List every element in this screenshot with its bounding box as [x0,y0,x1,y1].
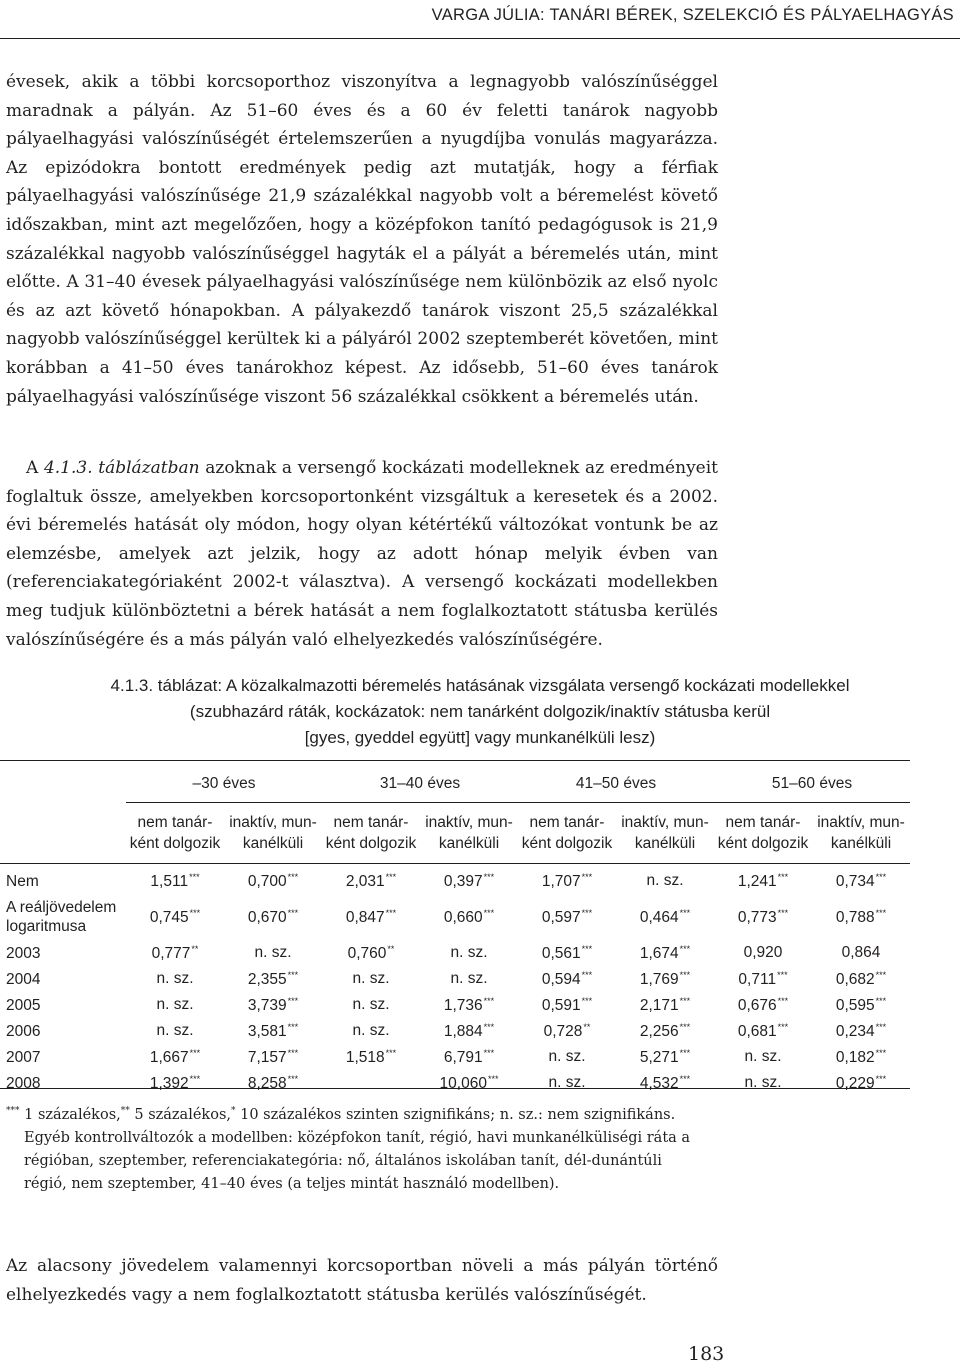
table-cell [224,1018,322,1044]
cell-value: 0,464 [639,908,679,926]
sub-header-inactive [420,803,518,864]
table-cell [224,864,322,895]
significance-stars: *** [385,907,397,918]
cell-value: 0,591 [541,996,581,1014]
significance-stars: *** [875,1021,887,1032]
table-cell [126,1018,224,1044]
sub-header-line-2: ként dolgozik [521,835,613,852]
table-cell [420,1018,518,1044]
cell-value: n. sz. [156,970,194,987]
significance-stars: *** [875,1073,887,1084]
table-row [0,966,910,992]
sub-header-not-teaching [322,803,420,864]
sub-header-line-2: kanélküli [634,835,696,852]
significance-stars: *** [875,871,887,882]
cell-value: n. sz. [352,996,390,1013]
sub-header-line-1: nem tanár- [333,814,409,831]
significance-stars: *** [581,995,593,1006]
table-cell [812,966,910,992]
cell-value: 0,594 [541,970,581,988]
table-cell [616,894,714,940]
results-table [0,766,910,1096]
cell-value: 0,847 [345,908,385,926]
table-cell [616,1018,714,1044]
cell-value: n. sz. [548,1048,586,1065]
table-cell [812,1070,910,1096]
cell-value: 0,681 [737,1022,777,1040]
significance-stars: *** [483,871,495,882]
significance-stars: *** [287,871,299,882]
significance-stars: *** [287,1047,299,1058]
table-cell [518,1044,616,1070]
table-reference: 4.1.3. táblázatban [43,458,200,478]
paragraph-1-part-2: Az epizódokra bontott eredmények pedig azt mutatják, hogy a férfiak pályaelhagyási valószínűsége 21,9 százalékkal nagyobb volt a béremelést követő időszakban, mint azt megelőzően, hogy a középfokon tanító pedagógusok is 21,9 százalékkal nagyobb valószínűséggel hagyták el a pályát a béremelés után, mint előtte. A 31–40 évesek pályaelhagyási valószínűsége nem különbözik az első nyolc és az azt követő hónapokban. A pályakezdő tanárok viszont 25,5 százalékkal nagyobb valószínűséggel kerültek ki a pályáról 2002 szeptemberét követően, mint korábban a 41–50 éves tanárokhoz képest. Az idősebb, 51–60 éves tanárok pályaelhagyási valószínűsége viszont 56 százalékkal csökkent a béremelés után. [6,157,718,407]
table-cell [714,992,812,1018]
table-cell [616,1044,714,1070]
body-paragraph-1 [6,68,718,411]
significance-stars: *** [287,995,299,1006]
row-label: 2007 [6,1048,41,1066]
table-cell [322,992,420,1018]
significance-stars: *** [875,969,887,980]
sig-text-1: 1 százalékos, [19,1107,121,1123]
cell-value: 6,791 [443,1048,483,1066]
table-cell [812,864,910,895]
table-cell [714,1070,812,1096]
cell-value: 0,745 [149,908,189,926]
cell-value: 0,660 [443,908,483,926]
significance-stars: *** [487,1073,499,1084]
sub-header-line-1: inaktív, mun- [817,814,905,831]
table-cell [714,1044,812,1070]
table-cell [812,940,910,966]
significance-stars: *** [679,943,691,954]
cell-value: n. sz. [254,944,292,961]
running-head: VARGA JÚLIA: TANÁRI BÉREK, SZELEKCIÓ ÉS PÁLYAELHAGYÁS [431,6,954,24]
sub-header-line-2: ként dolgozik [129,835,221,852]
significance-stars: *** [875,1047,887,1058]
table-body [0,864,910,1097]
table-cell [812,894,910,940]
table-sub-header-row [0,803,910,864]
table-cell [420,940,518,966]
row-label: A reáljövedelem logaritmusa [6,899,117,935]
cell-value: 2,355 [247,970,287,988]
cell-value: 7,157 [247,1048,287,1066]
cell-value: n. sz. [156,1022,194,1039]
table-notes [6,1100,696,1196]
significance-stars: *** [483,1047,495,1058]
sig-text-3: 10 százalékos szinten szignifikáns; n. sz.: nem szignifikáns. [235,1107,676,1123]
cell-value: n. sz. [548,1074,586,1091]
paragraph-2-lead: A [26,458,44,478]
significance-stars: *** [777,1021,789,1032]
significance-stars: *** [287,969,299,980]
cell-value: 0,595 [835,996,875,1014]
cell-value: 1,736 [443,996,483,1014]
table-row [0,864,910,895]
cell-value: 4,532 [639,1074,679,1092]
cell-value: n. sz. [646,872,684,889]
cell-value: 0,397 [443,872,483,890]
cell-value: 0,864 [841,944,881,961]
table-cell [518,992,616,1018]
cell-value: 0,670 [247,908,287,926]
table-cell [616,966,714,992]
table-cell [420,966,518,992]
body-paragraph-3: Az alacsony jövedelem valamennyi korcsoportban növeli a más pályán történő elhelyezkedés vagy a nem foglalkoztatott státusba kerülés valószínűségét. [6,1256,718,1305]
significance-stars: *** [777,995,789,1006]
page-number: 183 [688,1343,725,1365]
significance-stars: *** [189,1073,201,1084]
table-cell [322,894,420,940]
significance-stars: *** [581,907,593,918]
cell-value: 0,229 [835,1074,875,1092]
cell-value: 0,682 [835,970,875,988]
sig-mark-1: *** [6,1106,20,1116]
significance-stars: ** [583,1021,591,1032]
cell-value: 1,769 [639,970,679,988]
cell-value: 1,511 [150,872,189,890]
body-paragraph-2 [6,454,718,654]
table-cell [322,864,420,895]
table-cell [616,940,714,966]
cell-value: 0,734 [835,872,875,890]
cell-value: 2,256 [639,1022,679,1040]
sub-header-not-teaching [714,803,812,864]
table-cell [322,966,420,992]
significance-stars: *** [483,1021,495,1032]
table-cell [420,992,518,1018]
table-group-header-row [0,766,910,803]
table-cell [812,1044,910,1070]
sub-header-line-1: inaktív, mun- [229,814,317,831]
row-label: 2008 [6,1074,41,1092]
table-corner-sub [0,803,126,864]
table-row [0,1070,910,1096]
cell-value: 0,760 [347,944,387,962]
paragraph-2-rest: azoknak a versengő kockázati modelleknek az eredményeit foglaltuk össze, amelyekben korcsoportonként vizsgáltuk a keresetek és a 2002. évi béremelés hatását oly módon, hogy olyan kétértékű változókat vontunk be az elemzésbe, amelyek azt jelzik, hogy az adott hónap melyik évben van (referenciakategóriaként 2002-t választva). A versengő kockázati modellekben meg tudjuk különböztetni a bérek hatását a nem foglalkoztatott státusba kerülés valószínűségére és a más pályán való elhelyezkedés valószínűségére. [6,458,719,650]
table-caption-line-2: (szubhazárd ráták, kockázatok: nem tanárként dolgozik/inaktív státusba kerül [189,702,771,721]
table-caption [0,673,960,751]
cell-value: 0,777 [151,944,191,962]
significance-stars: *** [483,907,495,918]
significance-stars: *** [189,871,200,882]
cell-value: 2,031 [345,872,385,890]
table-top-rule [0,760,910,761]
sub-header-inactive [812,803,910,864]
cell-value: 0,700 [247,872,287,890]
table-cell [322,940,420,966]
significance-stars: *** [679,907,691,918]
table-cell [322,1070,420,1096]
sub-header-line-2: kanélküli [242,835,304,852]
table-cell [126,1070,224,1096]
table-cell [420,864,518,895]
significance-stars: *** [777,871,789,882]
table-bottom-rule [0,1088,910,1089]
sub-header-line-2: kanélküli [830,835,892,852]
table-cell [322,1044,420,1070]
cell-value: 2,171 [639,996,679,1014]
table-cell [518,894,616,940]
significance-stars: *** [777,907,789,918]
table-cell [126,1044,224,1070]
table-cell [518,864,616,895]
table-cell [126,940,224,966]
group-header-3: 41–50 éves [518,766,714,803]
cell-value: 8,258 [247,1074,287,1092]
cell-value: 0,920 [743,944,783,961]
cell-value: 1,518 [345,1048,385,1066]
sub-header-not-teaching [518,803,616,864]
significance-stars: *** [287,907,299,918]
table-cell [714,894,812,940]
sig-text-2: 5 százalékos, [129,1107,231,1123]
cell-value: 5,271 [639,1048,679,1066]
table-cell [518,1018,616,1044]
table-cell [420,1070,518,1096]
sub-header-line-1: nem tanár- [725,814,801,831]
cell-value: n. sz. [744,1074,782,1091]
cell-value: 0,773 [737,908,777,926]
sub-header-line-1: inaktív, mun- [621,814,709,831]
cell-value: 3,739 [247,996,287,1014]
table-row [0,894,910,940]
cell-value: 1,392 [149,1074,189,1092]
paragraph-1-part-1: évesek, akik a többi korcsoporthoz viszonyítva a legnagyobb valószínűséggel maradnak a pályán. Az 51–60 éves és a 60 év feletti tanárok nagyobb pályaelhagyási valószínűségét értelemszerűen a nyugdíjba vonulás magyarázza. [6,72,718,150]
significance-stars: ** [387,943,395,954]
significance-stars: *** [777,969,788,980]
cell-value: n. sz. [744,1048,782,1065]
table-cell [714,864,812,895]
table-cell [812,992,910,1018]
table-cell [812,1018,910,1044]
cell-value: 1,674 [639,944,679,962]
significance-stars: *** [679,995,691,1006]
sub-header-not-teaching [126,803,224,864]
table-row [0,992,910,1018]
table-corner [0,766,126,803]
significance-stars: ** [191,943,199,954]
table-cell [126,966,224,992]
sub-header-line-1: nem tanár- [137,814,213,831]
significance-stars: *** [385,871,397,882]
table-caption-line-3: [gyes, gyeddel együtt] vagy munkanélküli lesz) [304,728,656,747]
significance-stars: *** [679,1021,691,1032]
significance-stars: *** [287,1073,299,1084]
table-cell [420,894,518,940]
significance-stars: *** [875,907,887,918]
cell-value: 1,667 [149,1048,189,1066]
significance-stars: *** [875,995,887,1006]
table-cell [224,966,322,992]
table-cell [224,1070,322,1096]
table-caption-line-1: 4.1.3. táblázat: A közalkalmazotti béremelés hatásának vizsgálata versengő kockázati modellekkel [110,676,850,695]
significance-stars: *** [679,1047,691,1058]
cell-value: n. sz. [352,970,390,987]
table-cell [518,1070,616,1096]
significance-stars: *** [679,1073,691,1084]
table-cell [616,864,714,895]
table-cell [616,1070,714,1096]
row-label: 2003 [6,944,41,962]
sub-header-line-1: inaktív, mun- [425,814,513,831]
table-cell [126,992,224,1018]
sig-mark-2: ** [120,1106,130,1116]
cell-value: 10,060 [439,1074,487,1092]
group-header-2: 31–40 éves [322,766,518,803]
sub-header-line-2: ként dolgozik [717,835,809,852]
table-cell [714,966,812,992]
cell-value: 0,728 [543,1022,583,1040]
sub-header-line-1: nem tanár- [529,814,605,831]
sub-header-inactive [616,803,714,864]
significance-stars: *** [581,871,593,882]
table-cell [518,940,616,966]
sub-header-inactive [224,803,322,864]
cell-value: n. sz. [156,996,194,1013]
table-cell [616,992,714,1018]
cell-value: 0,676 [737,996,777,1014]
cell-value: 1,707 [541,872,581,890]
cell-value: 0,234 [835,1022,875,1040]
cell-value: 0,182 [835,1048,875,1066]
cell-value: 3,581 [247,1022,287,1040]
table-cell [518,966,616,992]
group-header-1: –30 éves [126,766,322,803]
table-cell [224,894,322,940]
cell-value: n. sz. [450,944,488,961]
cell-value: n. sz. [450,970,488,987]
row-label: Nem [6,872,39,890]
table-cell [420,1044,518,1070]
cell-value: 0,561 [541,944,581,962]
table-cell [126,864,224,895]
group-header-4: 51–60 éves [714,766,910,803]
table-cell [224,1044,322,1070]
table-row [0,1018,910,1044]
table-cell [714,1018,812,1044]
row-label: 2005 [6,996,41,1014]
cell-value: 0,788 [835,908,875,926]
controls-note: Egyéb kontrollváltozók a modellben: középfokon tanít, régió, havi munkanélküliségi ráta a régióban, szeptember, referenciakategória: nő, általános iskolában tanít, dél-dunántúli régió, nem szeptember, 41–40 éves (a teljes mintát használó modellben). [24,1130,691,1192]
row-label: 2006 [6,1022,41,1040]
significance-stars: *** [679,969,691,980]
cell-value: n. sz. [352,1022,390,1039]
significance-stars: *** [385,1047,397,1058]
sub-header-line-2: kanélküli [438,835,500,852]
sub-header-line-2: ként dolgozik [325,835,417,852]
cell-value: 1,884 [443,1022,483,1040]
significance-note [6,1100,696,1127]
header-rule [0,38,960,39]
table-cell [322,1018,420,1044]
significance-stars: *** [483,995,495,1006]
significance-stars: *** [189,907,201,918]
table-cell [714,940,812,966]
row-label: 2004 [6,970,41,988]
significance-stars: *** [581,969,593,980]
cell-value: 1,241 [737,872,777,890]
cell-value: 0,711 [738,970,777,988]
table-row [0,1044,910,1070]
cell-value: 0,597 [541,908,581,926]
sig-mark-3: * [231,1106,236,1116]
table-cell [224,992,322,1018]
significance-stars: *** [189,1047,201,1058]
table-row [0,940,910,966]
significance-stars: *** [581,943,593,954]
table-cell [126,894,224,940]
table-cell [224,940,322,966]
significance-stars: *** [287,1021,299,1032]
